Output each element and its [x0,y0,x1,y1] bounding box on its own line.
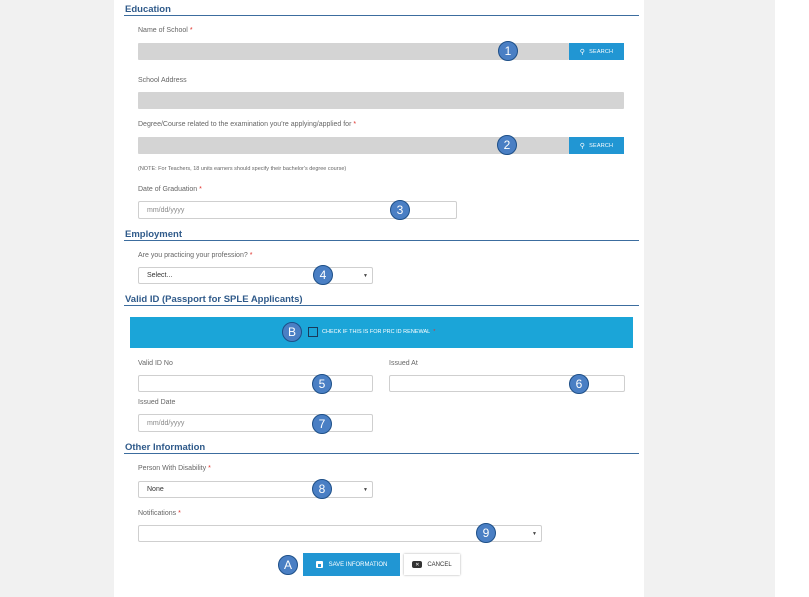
issued-at-input[interactable] [389,375,625,392]
search-icon: ⚲ [579,142,586,150]
school-address-label: School Address [138,77,187,84]
graduation-date-input[interactable]: mm/dd/yyyy [138,201,457,219]
chevron-down-icon: ▼ [363,272,368,279]
school-name-label: Name of School * [138,27,193,34]
cancel-button[interactable]: ✕ CANCEL [404,554,460,575]
teachers-note: (NOTE: For Teachers, 18 units earners should specify their bachelor's degree course) [138,166,347,172]
degree-search-button[interactable]: ⚲ SEARCH [569,137,624,154]
issued-date-label: Issued Date [138,399,176,406]
employment-divider [124,240,639,241]
notifications-label: Notifications * [138,510,181,517]
valid-id-no-label: Valid ID No [138,360,173,367]
issued-date-input[interactable]: mm/dd/yyyy [138,414,373,432]
save-icon [316,561,323,568]
employment-section-title: Employment [125,229,183,240]
issued-at-label: Issued At [389,360,418,367]
close-icon: ✕ [412,561,422,568]
marker-8: 8 [312,479,332,499]
disability-select[interactable]: None ▼ [138,481,373,498]
marker-B: B [282,322,302,342]
right-strip [775,0,809,597]
chevron-down-icon: ▼ [363,486,368,493]
renewal-checkbox[interactable] [308,327,318,337]
marker-A: A [278,555,298,575]
valid-id-section-title: Valid ID (Passport for SPLE Applicants) [125,294,303,305]
marker-5: 5 [312,374,332,394]
marker-4: 4 [313,265,333,285]
other-info-section-title: Other Information [125,442,206,453]
school-address-field[interactable] [138,92,624,109]
graduation-date-label: Date of Graduation * [138,186,202,193]
valid-id-no-input[interactable] [138,375,373,392]
marker-9: 9 [476,523,496,543]
practicing-label: Are you practicing your profession? * [138,252,253,259]
renewal-label: CHECK IF THIS IS FOR PRC ID RENEWAL * [322,329,436,335]
marker-2: 2 [497,135,517,155]
practicing-select[interactable]: Select... ▼ [138,267,373,284]
degree-label: Degree/Course related to the examination you're applying/applied for * [138,121,357,128]
valid-id-divider [124,305,639,306]
marker-6: 6 [569,374,589,394]
marker-3: 3 [390,200,410,220]
disability-label: Person With Disability * [138,465,211,472]
marker-1: 1 [498,41,518,61]
education-divider [124,15,639,16]
search-icon: ⚲ [579,48,586,56]
chevron-down-icon: ▼ [532,530,537,537]
marker-7: 7 [312,414,332,434]
other-info-divider [124,453,639,454]
school-search-button[interactable]: ⚲ SEARCH [569,43,624,60]
save-information-button[interactable]: SAVE INFORMATION [303,553,400,576]
education-section-title: Education [125,4,171,15]
